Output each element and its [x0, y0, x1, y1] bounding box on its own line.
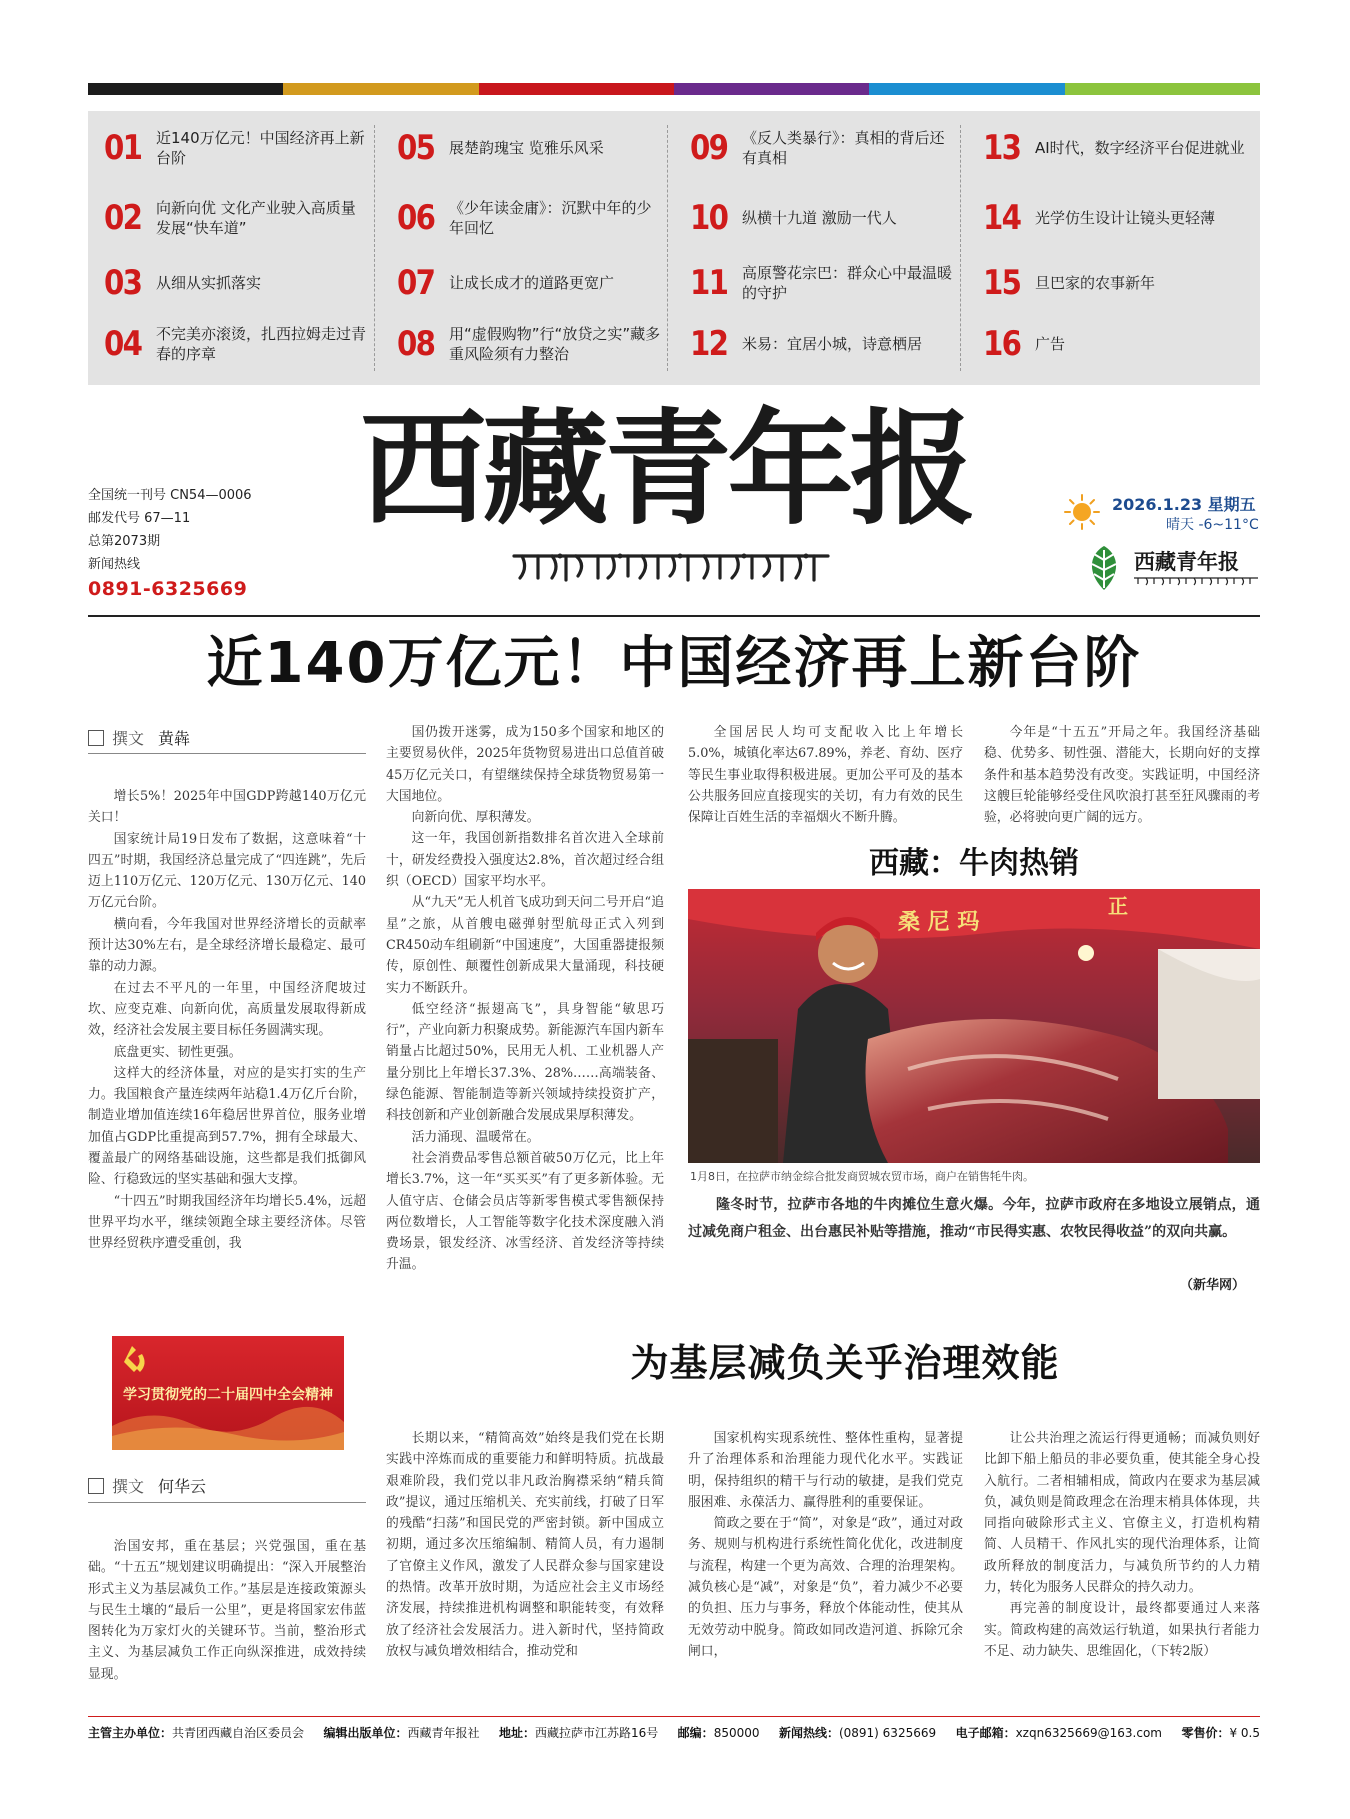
- byline: [88, 1474, 206, 1497]
- toc-item[interactable]: [381, 114, 674, 182]
- toc-page-number: 05: [397, 128, 435, 168]
- toc-page-number: 14: [983, 198, 1021, 238]
- newspaper-logo: [1082, 544, 1262, 594]
- article-paragraph: 这样大的经济体量，对应的是实打实的生产力。我国粮食产量连续两年站稳1.4万亿斤台阶，制造业增加值连续16年稳居世界首位，服务业增加值占GDP比重提高到57.7%，拥有全球最大、覆盖最广的网络基础设施，这些都是我们抵御风险、行稳致远的坚实基础和强大支撑。: [88, 1065, 366, 1188]
- footer-value: (0891) 6325669: [838, 1726, 937, 1740]
- article-paragraph: 全国居民人均可支配收入比上年增长5.0%，城镇化率达67.89%，养老、育幼、医疗等民生事业取得积极进展。更加公平可及的基本公共服务回应直接现实的关切，有力有效的民生保障让百姓生活的幸福烟火不断升腾。: [688, 725, 963, 826]
- color-bar-segment: [1065, 83, 1260, 95]
- toc-page-number: 11: [690, 263, 728, 303]
- toc-page-number: 16: [983, 324, 1021, 364]
- color-bar-segment: [88, 83, 283, 95]
- photo-caption: 1月8日，在拉萨市纳金综合批发商贸城农贸市场，商户在销售牦牛肉。: [690, 1170, 1034, 1183]
- article-paragraph: 低空经济“振翅高飞”，具身智能“敏思巧行”，产业向新力积聚成势。新能源汽车国内新车销量占比超过50%，民用无人机、工业机器人产量分别比上年增长37.3%、28%……高端装备、绿色能源、智能制造等新兴领域持续投资扩产，科技创新和产业创新融合发展成果厚积薄发。: [386, 1001, 664, 1124]
- article2-column-1: [88, 1536, 366, 1685]
- byline-label: 撰文: [112, 1477, 145, 1496]
- masthead-rule: [88, 615, 1260, 617]
- byline-rule: [88, 1502, 366, 1503]
- pen-icon: [88, 730, 104, 746]
- toc-page-number: 12: [690, 324, 728, 364]
- article-paragraph: “十四五”时期我国经济年均增长5.4%，远超世界平均水平，继续领跑全球主要经济体。尽管世界经贸秩序遭受重创，我: [88, 1193, 366, 1252]
- footer-field: [323, 1724, 479, 1741]
- article-paragraph: 底盘更实、韧性更强。: [113, 1044, 242, 1060]
- toc-page-number: 02: [104, 198, 142, 238]
- logo-tibetan-subtitle: [1134, 576, 1258, 586]
- footer-info: [88, 1724, 1260, 1741]
- article-paragraph: 国仍拨开迷雾，成为150多个国家和地区的主要贸易伙伴，2025年货物贸易进出口总值首破45万亿元关口，有望继续保持全球货物贸易第一大国地位。: [386, 725, 664, 804]
- toc-title: 广告: [1035, 335, 1066, 353]
- toc-item[interactable]: [381, 310, 674, 378]
- toc-page-number: 06: [397, 198, 435, 238]
- leaf-logo-icon: [1082, 544, 1126, 592]
- logo-text: 西藏青年报: [1134, 549, 1239, 574]
- article-paragraph: 简政之要在于“简”，对象是“政”，通过对政务、规则与机构进行系统性简化优化，改进制度与流程，构建一个更为高效、合理的治理架构。减负核心是“减”，对象是“负”，着力减少不必要的负担、压力与事务，释放个体能动性，使其从无效劳动中脱身。简政如同改造河道、拆除冗余闸口，: [688, 1516, 963, 1659]
- byline-rule: [88, 753, 366, 754]
- article-paragraph: 国家统计局19日发布了数据，这意味着“十四五”时期，我国经济总量完成了“四连跳”，先后迈上110万亿元、120万亿元、130万亿元、140万亿元台阶。: [88, 831, 366, 911]
- article-paragraph: 治国安邦，重在基层；兴党强国，重在基础。“十五五”规划建议明确提出：“深入开展整治形式主义为基层减负工作。”基层是连接政策源头与民生土壤的“最后一公里”，更是将国家宏伟蓝图转化为万家灯火的关键环节。当前，整治形式主义、为基层减负工作正向纵深推进，成效持续显现。: [88, 1539, 366, 1682]
- toc-page-number: 13: [983, 128, 1021, 168]
- toc-item[interactable]: [967, 184, 1260, 252]
- footer-value: 共青团西藏自治区委员会: [172, 1726, 305, 1740]
- toc-page-number: 03: [104, 263, 142, 303]
- article-paragraph: 国家机构实现系统性、整体性重构，显著提升了治理体系和治理能力现代化水平。实践证明，保持组织的精干与行动的敏捷，是我们党克服困难、永葆活力、赢得胜利的重要保证。: [688, 1431, 963, 1510]
- beef-story-title: 西藏：牛肉热销: [869, 846, 1079, 881]
- footer-value: 850000: [713, 1726, 760, 1740]
- article-paragraph: 让公共治理之流运行得更通畅；而减负则好比卸下船上船员的非必要负重，使其能全身心投入航行。二者相辅相成，简政内在要求为基层减负，减负则是简政理念在治理末梢具体体现，共同指向破除形式主义、官僚主义，打造机构精简、人员精干、作风扎实的现代治理体系，让简政所释放的制度活力，与减负所节约的人力精力，转化为服务人民群众的持久动力。: [984, 1431, 1260, 1596]
- color-bar-segment: [869, 83, 1064, 95]
- color-bar-segment: [674, 83, 869, 95]
- toc-item[interactable]: [674, 184, 967, 252]
- toc-title: 《反人类暴行》：真相的背后还有真相: [742, 129, 945, 167]
- footer-field: [678, 1724, 760, 1741]
- footer-field: [956, 1724, 1162, 1741]
- article1-column-1: [88, 786, 366, 1255]
- second-headline: 为基层减负关乎治理效能: [630, 1341, 1060, 1385]
- footer-label: 地址：: [498, 1726, 535, 1740]
- footer-label: 电子邮箱：: [955, 1726, 1016, 1740]
- footer-label: 邮编：: [677, 1726, 714, 1740]
- weather-condition: 晴天 -6~11°C: [1166, 517, 1259, 533]
- article-paragraph: 今年是“十五五”开局之年。我国经济基础稳、优势多、韧性强、潜能大，长期向好的支撑条件和基本趋势没有改变。实践证明，中国经济这艘巨轮能够经受住风吹浪打甚至狂风骤雨的考验，必将驶向更广阔的远方。: [984, 725, 1260, 826]
- toc-item[interactable]: [88, 310, 381, 378]
- toc-item[interactable]: [967, 114, 1260, 182]
- byline-label: 撰文: [112, 729, 145, 748]
- toc-title: 纵横十九道 激励一代人: [742, 209, 897, 227]
- toc-page-number: 10: [690, 198, 728, 238]
- article2-column-4: [984, 1428, 1260, 1662]
- footer-label: 新闻热线：: [778, 1726, 839, 1740]
- svg-text:正: 正: [1108, 894, 1128, 918]
- footer-field: [1181, 1724, 1260, 1741]
- hotline-number: 0891-6325669: [88, 578, 248, 600]
- toc-title: 让成长成才的道路更宽广: [449, 274, 615, 292]
- toc-title: 米易：宜居小城，诗意栖居: [742, 335, 923, 353]
- toc-title: AI时代，数字经济平台促进就业: [1035, 139, 1245, 157]
- footer-value: ¥ 0.5: [1229, 1726, 1260, 1740]
- beef-story-paragraph: 隆冬时节，拉萨市各地的牛肉摊位生意火爆。今年，拉萨市政府在多地设立展销点，通过减免商户租金、出台惠民补贴等措施，推动“市民得实惠、农牧民得收益”的双向共赢。: [688, 1197, 1260, 1240]
- party-study-banner[interactable]: [112, 1336, 344, 1450]
- footer-label: 零售价：: [1181, 1726, 1230, 1740]
- footer-label: 编辑出版单位：: [323, 1726, 408, 1740]
- toc-title: 从细从实抓落实: [156, 274, 262, 292]
- table-of-contents: [88, 111, 1260, 385]
- footer-label: 主管主办单位：: [88, 1726, 173, 1740]
- article-paragraph: 横向看，今年我国对世界经济增长的贡献率预计达30%左右，是全球经济增长最稳定、最可靠的动力源。: [88, 916, 366, 975]
- color-bar-segment: [479, 83, 674, 95]
- footer-field: [88, 1724, 304, 1741]
- toc-item[interactable]: [88, 184, 381, 252]
- toc-item[interactable]: [88, 114, 381, 182]
- toc-page-number: 04: [104, 324, 142, 364]
- toc-page-number: 08: [397, 324, 435, 364]
- byline-author: 黄犇: [158, 729, 191, 748]
- article2-column-3: [688, 1428, 963, 1662]
- color-bar-segment: [283, 83, 478, 95]
- toc-page-number: 01: [104, 128, 142, 168]
- toc-title: 展楚韵瑰宝 览雅乐风采: [449, 139, 604, 157]
- sun-icon: [1064, 494, 1100, 530]
- market-photo-illustration: [688, 889, 1260, 1163]
- beef-story-text: [688, 1192, 1260, 1246]
- issn-line: 全国统一刊号 CN54—0006: [88, 488, 252, 503]
- article-paragraph: 长期以来，“精简高效”始终是我们党在长期实践中淬炼而成的重要能力和鲜明特质。抗战最艰难阶段，我们党以非凡政治胸襟采纳“精兵简政”提议，通过压缩机关、充实前线，打破了日军的残酷“扫荡”和国民党的严密封锁。新中国成立初期，通过多次压缩编制、精简人员，有力遏制了官僚主义作风，激发了人民群众参与国家建设的热情。改革开放时期，为适应社会主义市场经济发展，持续推进机构调整和职能转变，有效释放了经济社会发展活力。进入新时代，坚持简政放权与减负增效相结合，推动党和: [386, 1431, 664, 1659]
- article-paragraph: 活力涌现、温暖常在。: [411, 1129, 540, 1145]
- toc-title: 不完美亦滚烫，扎西拉姆走过青春的序章: [156, 325, 367, 363]
- weather-widget: [1064, 490, 1264, 550]
- article-paragraph: 这一年，我国创新指数排名首次进入全球前十，研发经费投入强度达2.8%，首次超过经合组织（OECD）国家平均水平。: [386, 831, 664, 890]
- footer-field: [499, 1724, 658, 1741]
- toc-title: 用“虚假购物”行“放贷之实”藏多重风险须有力整治: [449, 325, 661, 363]
- toc-item[interactable]: [674, 114, 967, 182]
- toc-item[interactable]: [674, 249, 967, 317]
- beef-market-photo: [688, 889, 1260, 1163]
- masthead-title: 西藏青年报: [360, 397, 973, 542]
- postal-code-line: 邮发代号 67—11: [88, 511, 191, 526]
- footer-rule: [88, 1716, 1260, 1717]
- tibetan-script-title: [508, 546, 838, 586]
- article-paragraph: 增长5%！2025年中国GDP跨越140万亿元关口！: [88, 789, 366, 826]
- banner-text: 学习贯彻党的二十届四中全会精神: [123, 1387, 333, 1403]
- byline: [88, 726, 190, 749]
- source-credit: （新华网）: [1180, 1278, 1246, 1293]
- toc-title: 光学仿生设计让镜头更轻薄: [1035, 209, 1216, 227]
- issue-date: 2026.1.23 星期五: [1112, 495, 1256, 514]
- byline-author: 何华云: [158, 1477, 207, 1496]
- article-paragraph: 社会消费品零售总额首破50万亿元，比上年增长3.7%，这一年“买买买”有了更多新体验。无人值守店、仓储会员店等新零售模式零售额保持两位数增长，人工智能等数字化技术深度融入消费场景，银发经济、冰雪经济、首发经济等持续升温。: [386, 1150, 664, 1273]
- issue-number: 总第2073期: [88, 534, 161, 549]
- article2-column-2: [386, 1428, 664, 1662]
- footer-value: xzqn6325669@163.com: [1015, 1726, 1162, 1740]
- color-bar: [88, 83, 1260, 95]
- article1-column-2: [386, 722, 664, 1276]
- toc-item[interactable]: [381, 249, 674, 317]
- article-paragraph: 从“九天”无人机首飞成功到天问二号开启“追星”之旅，从首艘电磁弹射型航母正式入列到CR450动车组刷新“中国速度”，大国重器捷报频传，原创性、颠覆性创新成果大量涌现，科技硬实力不断跃升。: [386, 895, 664, 996]
- article1-column-4: [984, 722, 1260, 828]
- footer-field: [779, 1724, 936, 1741]
- toc-title: 高原警花宗巴：群众心中最温暖的守护: [742, 264, 953, 302]
- footer-value: 西藏青年报社: [407, 1726, 480, 1740]
- pen-icon: [88, 1478, 104, 1494]
- footer-value: 西藏拉萨市江苏路16号: [534, 1726, 659, 1740]
- hotline-label: 新闻热线: [88, 557, 141, 572]
- article-paragraph: 再完善的制度设计，最终都要通过人来落实。简政构建的高效运行轨道，如果执行者能力不足、动力缺失、思维固化，（下转2版）: [984, 1601, 1260, 1659]
- toc-title: 向新向优 文化产业驶入高质量发展“快车道”: [156, 199, 356, 237]
- article1-column-3: [688, 722, 963, 828]
- toc-title: 《少年读金庸》：沉默中年的少年回忆: [449, 199, 652, 237]
- toc-item[interactable]: [88, 249, 381, 317]
- toc-item[interactable]: [967, 310, 1260, 378]
- toc-page-number: 07: [397, 263, 435, 303]
- toc-title: 近140万亿元！中国经济再上新台阶: [156, 129, 365, 167]
- article-paragraph: 向新向优、厚积薄发。: [411, 810, 540, 826]
- article-paragraph: 在过去不平凡的一年里，中国经济爬坡过坎、应变克难、向新向优，高质量发展取得新成效，经济社会发展主要目标任务圆满实现。: [88, 980, 366, 1039]
- toc-item[interactable]: [381, 184, 674, 252]
- publication-info: [88, 484, 252, 602]
- toc-title: 旦巴家的农事新年: [1035, 274, 1156, 292]
- svg-text:桑 尼 玛: 桑 尼 玛: [898, 909, 980, 935]
- lead-headline: 近140万亿元！中国经济再上新台阶: [206, 631, 1142, 696]
- toc-page-number: 09: [690, 128, 728, 168]
- toc-item[interactable]: [967, 249, 1260, 317]
- toc-page-number: 15: [983, 263, 1021, 303]
- toc-item[interactable]: [674, 310, 967, 378]
